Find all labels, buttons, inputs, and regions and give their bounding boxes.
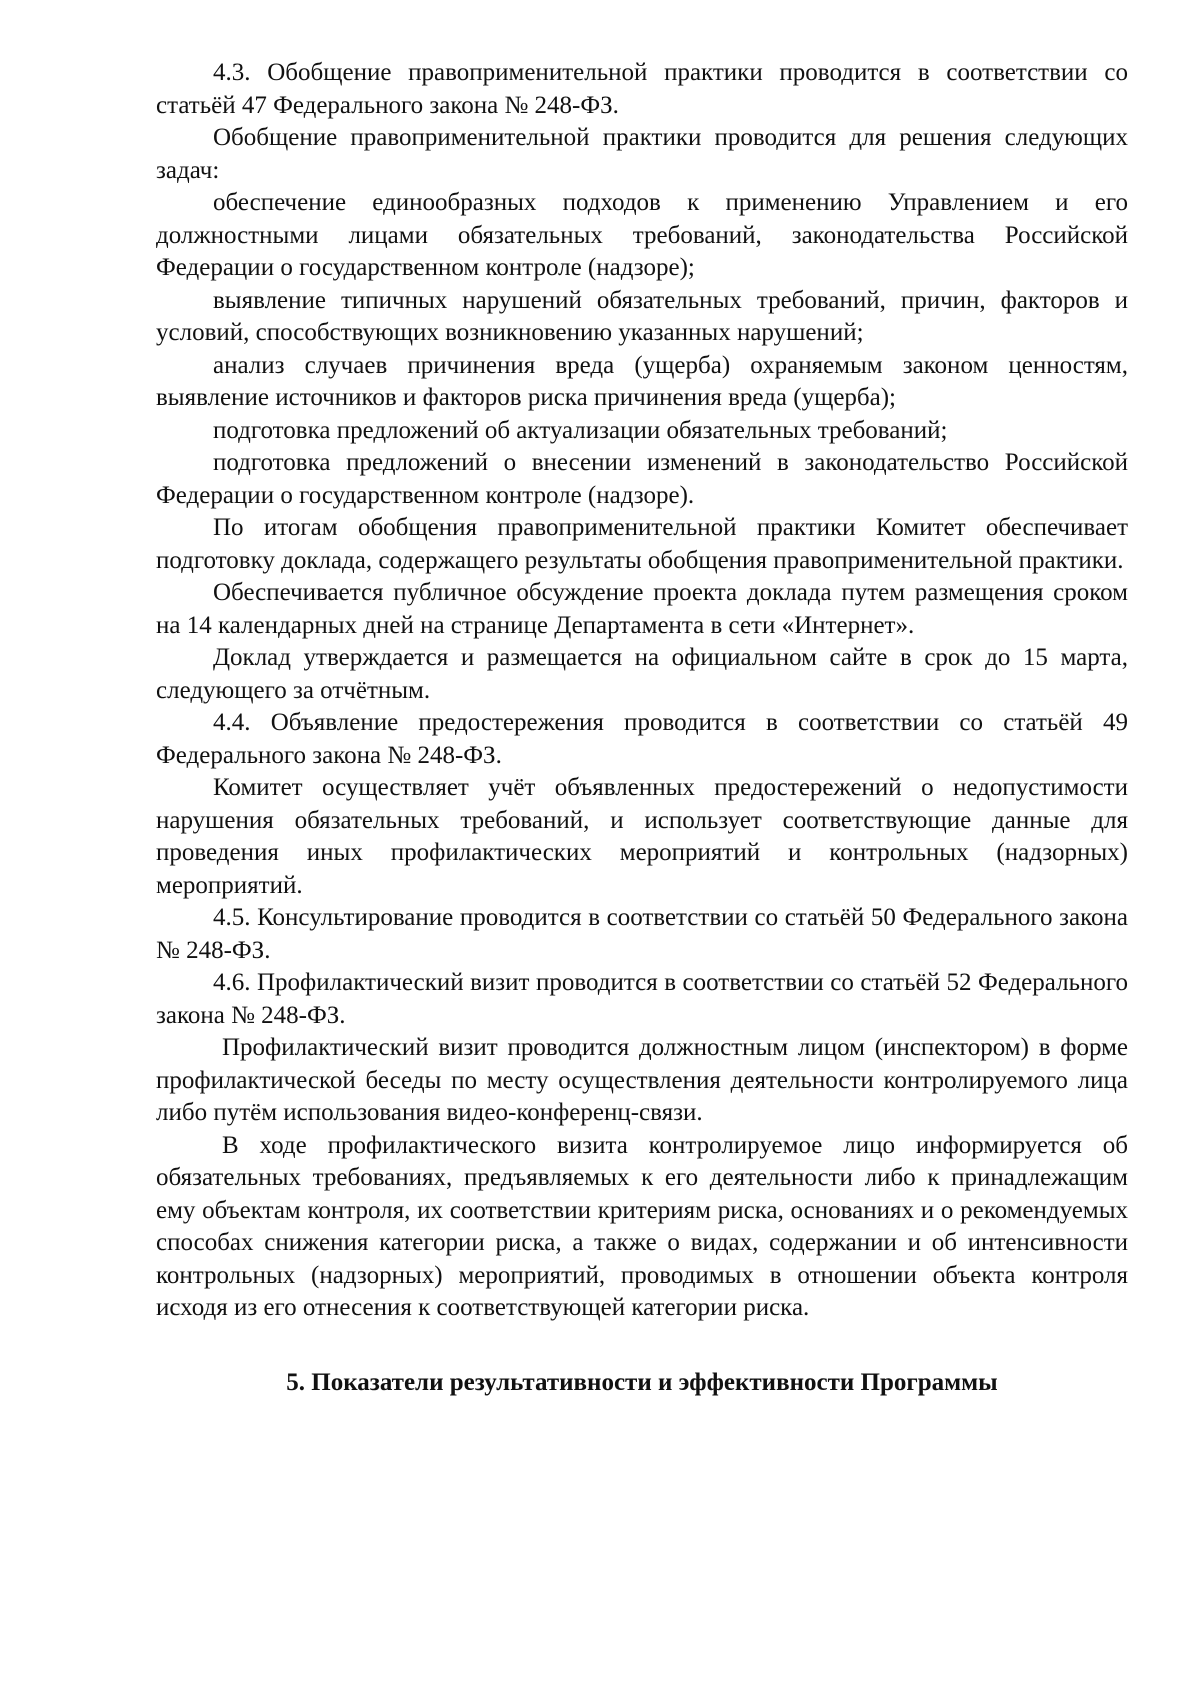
paragraph-4-3: 4.3. Обобщение правоприменительной практики проводится в соответствии со статьёй 47 Федерального закона № 248-ФЗ. [156, 59, 1128, 119]
paragraph-visit-form: Профилактический визит проводится должностным лицом (инспектором) в форме профилактической беседы по месту осуществления деятельности контролируемого лица либо путём использования видео-конференц-связи. [156, 1034, 1128, 1126]
paragraph-report-approval: Доклад утверждается и размещается на официальном сайте в срок до 15 марта, следующего за отчётным. [156, 644, 1128, 704]
paragraph-task-legislation-changes: подготовка предложений о внесении изменений в законодательство Российской Федерации о государственном контроле (надзоре). [156, 449, 1128, 509]
paragraph-report-preparation: По итогам обобщения правоприменительной практики Комитет обеспечивает подготовку доклада, содержащего результаты обобщения правоприменительной практики. [156, 514, 1128, 574]
section-heading: 5. Показатели результативности и эффективности Программы [286, 1368, 998, 1396]
paragraph-visit-information: В ходе профилактического визита контролируемое лицо информируется об обязательных требованиях, предъявляемых к его деятельности либо к принадлежащим ему объектам контроля, их соответствии критериям риска, основаниях и о рекомендуемых способах снижения категории риска, а также о видах, содержании и об интенсивности контрольных (надзорных) мероприятий, проводимых в отношении объекта контроля исходя из его отнесения к соответствующей категории риска. [156, 1131, 1128, 1321]
paragraph-generalization-tasks: Обобщение правоприменительной практики проводится для решения следующих задач: [156, 124, 1128, 184]
paragraph-4-5: 4.5. Консультирование проводится в соответствии со статьёй 50 Федерального закона № 248-ФЗ. [156, 904, 1128, 964]
paragraph-public-discussion: Обеспечивается публичное обсуждение проекта доклада путем размещения сроком на 14 календарных дней на странице Департамента в сети «Интернет». [156, 579, 1128, 639]
document-body [156, 57, 1128, 1399]
paragraph-4-4: 4.4. Объявление предостережения проводится в соответствии со статьёй 49 Федерального закона № 248-ФЗ. [156, 709, 1128, 769]
paragraph-task-uniform-approaches: обеспечение единообразных подходов к применению Управлением и его должностными лицами обязательных требований, законодательства Российской Федерации о государственном контроле (надзоре); [156, 189, 1128, 281]
paragraph-warnings-accounting: Комитет осуществляет учёт объявленных предостережений о недопустимости нарушения обязательных требований, и использует соответствующие данные для проведения иных профилактических мероприятий и контрольных (надзорных) мероприятий. [156, 774, 1128, 899]
paragraph-task-typical-violations: выявление типичных нарушений обязательных требований, причин, факторов и условий, способствующих возникновению указанных нарушений; [156, 286, 1128, 346]
paragraph-task-actualization: подготовка предложений об актуализации обязательных требований; [213, 416, 948, 444]
paragraph-4-6: 4.6. Профилактический визит проводится в соответствии со статьёй 52 Федерального закона № 248-ФЗ. [156, 969, 1128, 1029]
paragraph-task-harm-analysis: анализ случаев причинения вреда (ущерба) охраняемым законом ценностям, выявление источников и факторов риска причинения вреда (ущерба); [156, 351, 1128, 411]
